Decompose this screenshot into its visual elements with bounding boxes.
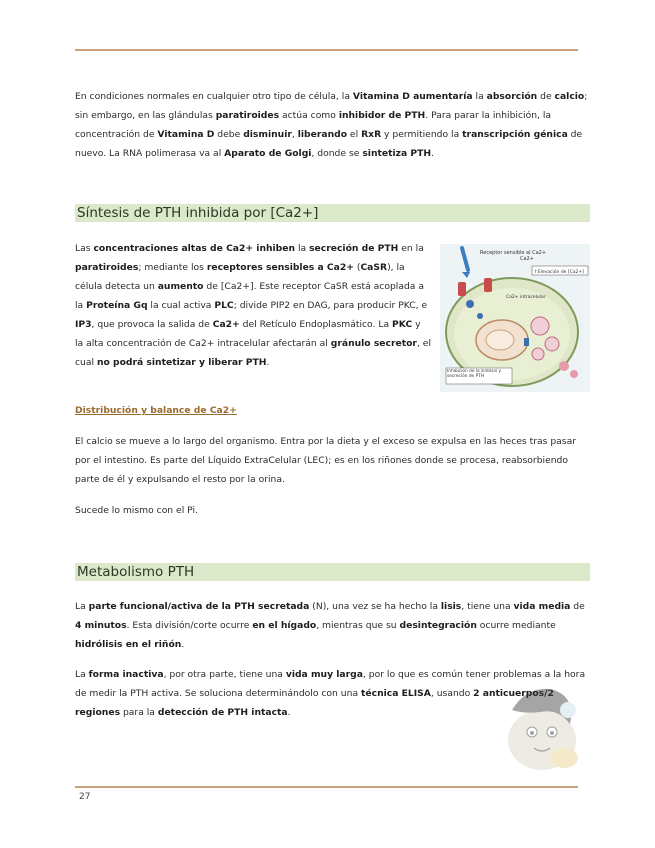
bold-run: paratiroides [215, 110, 280, 121]
text-run: , [291, 129, 298, 140]
text-run: de [570, 601, 585, 612]
bold-run: calcio [554, 91, 585, 102]
text-run: . [266, 357, 270, 368]
mascot-watermark-icon [498, 680, 583, 775]
text-run: ; divide PIP2 en DAG, para producir PKC, e [233, 300, 428, 311]
bold-run: hidrólisis en el riñón [75, 639, 182, 650]
bold-run: PKC [392, 319, 413, 330]
section-heading-metabolismo: Metabolismo PTH [75, 563, 590, 581]
header-rule [75, 49, 578, 51]
bold-run: transcripción génica [462, 129, 568, 140]
text-run: . [431, 148, 435, 159]
text-run: , usando [430, 688, 474, 699]
bold-run: gránulo secretor [330, 338, 417, 349]
text-run: ; mediante los [138, 262, 207, 273]
text-run: para la [120, 707, 158, 718]
text-run: La [75, 601, 89, 612]
figure-label-inhibicion: Inhibición de la síntesis y secreción de PTH [447, 369, 502, 380]
text-run: debe [214, 129, 244, 140]
text-run: del Retículo Endoplasmático. La [239, 319, 393, 330]
bold-run: 4 minutos [75, 620, 127, 631]
bold-run: disminuir [243, 129, 292, 140]
text-run: en la [398, 243, 424, 254]
bold-run: vida media [513, 601, 571, 612]
figure-label-intracelular: Ca2+ intracelular [506, 295, 546, 300]
bold-run: RxR [361, 129, 382, 140]
text-run: , por otra parte, tiene una [163, 669, 286, 680]
figure-label-ca: Ca2+ [520, 256, 534, 262]
text-run: la [295, 243, 310, 254]
bold-run: en el hígado [252, 620, 317, 631]
text-run: actúa como [279, 110, 339, 121]
text-run: , por lo que es común tener problemas a la hora de medir la PTH activa. Se soluciona determinándolo con una [75, 669, 586, 699]
text-run: de nuevo. La RNA polimerasa va al [75, 129, 583, 159]
bold-run: parte funcional/activa de la PTH secretada [88, 601, 310, 612]
text-run: de [Ca2+]. Este receptor CaSR está acoplada a la [75, 281, 424, 311]
text-run: ; sin embargo, en las glándulas [75, 91, 588, 121]
section-heading-sintesis: Síntesis de PTH inhibida por [Ca2+] [75, 204, 590, 222]
metabolismo-paragraph-1 [75, 597, 590, 654]
bold-run: no podrá sintetizar y liberar PTH [96, 357, 267, 368]
text-run: y permitiendo la [381, 129, 463, 140]
bold-run: Proteína Gq [86, 300, 148, 311]
bold-run: liberando [297, 129, 348, 140]
bold-run: IP3 [75, 319, 92, 330]
text-run: , que provoca la salida de [91, 319, 213, 330]
text-run: , donde se [311, 148, 363, 159]
bold-run: Vitamina D aumentaría [352, 91, 473, 102]
text-run: de [537, 91, 555, 102]
bold-run: lisis [440, 601, 462, 612]
text-run: Las [75, 243, 94, 254]
bold-run: 2 anticuerpos/2 regiones [75, 688, 554, 718]
page-number: 27 [79, 792, 91, 802]
bold-run: inhibidor de PTH [338, 110, 426, 121]
text-run: . Para parar la inhibición, la concentración de [75, 110, 552, 140]
sintesis-paragraph [75, 239, 431, 372]
text-run: . Esta división/corte ocurre [126, 620, 253, 631]
figure-label-elevacion: ↑Elevación de [Ca2+] [534, 270, 584, 275]
text-run: En condiciones normales en cualquier otro tipo de célula, la [75, 91, 353, 102]
text-run: ocurre mediante [476, 620, 556, 631]
distribucion-pi-paragraph: Sucede lo mismo con el Pi. [75, 505, 198, 516]
text-run: , el cual [75, 338, 432, 368]
text-run: . [287, 707, 291, 718]
bold-run: forma inactiva [88, 669, 164, 680]
text-run: La [75, 669, 89, 680]
figure-label-receptor: Receptor sensible al Ca2+ [480, 250, 547, 256]
bold-run: desintegración [399, 620, 477, 631]
bold-run: vida muy larga [285, 669, 363, 680]
bold-run: Aparato de Golgi [224, 148, 312, 159]
text-run: la cual activa [147, 300, 215, 311]
text-run: , mientras que su [316, 620, 400, 631]
bold-run: aumento [157, 281, 204, 292]
text-run: (N), una vez se ha hecho la [309, 601, 441, 612]
text-run: la [472, 91, 487, 102]
bold-run: sintetiza PTH [362, 148, 432, 159]
text-run: . [181, 639, 185, 650]
bold-run: absorción [486, 91, 538, 102]
distribucion-paragraph: El calcio se mueve a lo largo del organismo. Entra por la dieta y el exceso se expulsa en las heces tras pasar por el intestino. Es parte del Líquido ExtraCelular (LEC); es en los riñones donde se procesa, reabsorbiendo parte de él y expulsando el resto por la orina. [75, 436, 576, 485]
bold-run: PLC [214, 300, 234, 311]
bold-run: paratiroides [75, 262, 139, 273]
bold-run: detección de PTH intacta [157, 707, 288, 718]
bold-run: concentraciones altas de Ca2+ inhiben [93, 243, 296, 254]
intro-paragraph [75, 87, 590, 163]
bold-run: Vitamina D [157, 129, 215, 140]
cell-diagram-icon [440, 244, 590, 392]
text-run: y la alta concentración de Ca2+ intracelular afectarán al [75, 319, 421, 349]
text-run: el [347, 129, 362, 140]
bold-run: CaSR [360, 262, 388, 273]
bold-run: técnica ELISA [361, 688, 431, 699]
footer-rule [75, 786, 578, 788]
text-run: , tiene una [461, 601, 514, 612]
text-run: ( [353, 262, 361, 273]
bold-run: Ca2+ [212, 319, 240, 330]
subsection-heading-distribucion: Distribución y balance de Ca2+ [75, 405, 237, 416]
bold-run: secreción de PTH [309, 243, 399, 254]
bold-run: receptores sensibles a Ca2+ [206, 262, 354, 273]
text-run: ), la célula detecta un [75, 262, 405, 292]
